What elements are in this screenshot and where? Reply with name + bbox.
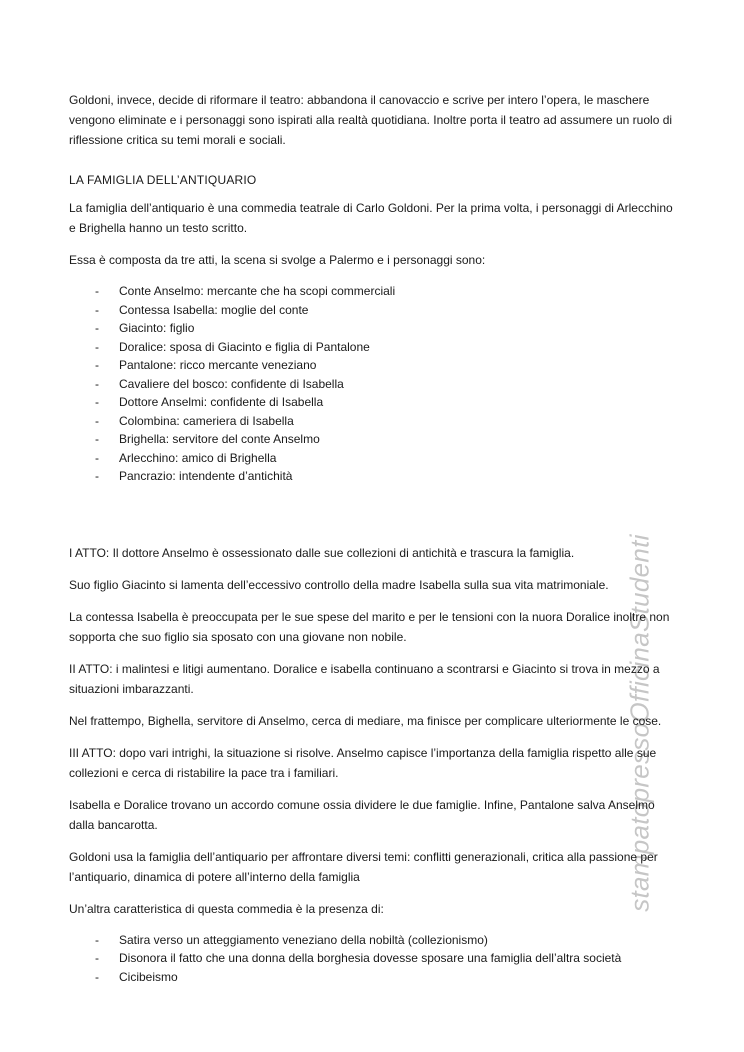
character-list bbox=[69, 282, 677, 486]
character-list-item-text: Pantalone: ricco mercante veneziano bbox=[119, 358, 317, 372]
character-list-item-text: Giacinto: figlio bbox=[119, 321, 195, 335]
character-list-item-text: Doralice: sposa di Giacinto e figlia di Pantalone bbox=[119, 339, 370, 354]
character-list-item-text: Conte Anselmo: mercante che ha scopi commerciali bbox=[119, 284, 396, 298]
overview-paragraph: La famiglia dell’antiquario è una commedia teatrale di Carlo Goldoni. Per la prima volta, i personaggi di Arlecchino e Brighella hanno un testo scritto. bbox=[69, 201, 673, 235]
character-list-item bbox=[95, 282, 677, 301]
intro-paragraph: Goldoni, invece, decide di riformare il teatro: abbandona il canovaccio e scrive per intero l’opera, le maschere vengono eliminate e i personaggi sono ispirati alla realtà quotidiana. Inoltre porta il teatro ad assumere un ruolo di riflessione critica su temi morali e sociali. bbox=[69, 93, 673, 147]
themes-list-item bbox=[95, 949, 677, 968]
character-list-item bbox=[95, 430, 677, 449]
themes-lead-in-paragraph: Un’altra caratteristica di questa commedia è la presenza di: bbox=[69, 901, 384, 916]
plot-paragraph-act1: I ATTO: Il dottore Anselmo è ossessionato dalle sue collezioni di antichità e trascura la famiglia. bbox=[69, 545, 575, 560]
themes-list-item bbox=[95, 968, 677, 987]
document-content bbox=[69, 90, 677, 986]
character-list-item bbox=[95, 356, 677, 375]
section-title: LA FAMIGLIA DELL’ANTIQUARIO bbox=[69, 173, 257, 187]
watermark-text: stampatopressoOfficinaStudenti bbox=[624, 534, 655, 912]
character-list-item bbox=[95, 412, 677, 431]
character-list-item bbox=[95, 375, 677, 394]
character-list-item bbox=[95, 301, 677, 320]
plot-paragraph: La contessa Isabella è preoccupata per le sue spese del marito e per le tensioni con la nuora Doralice inoltre non sopporta che suo figlio sia sposato con una giovane non nobile. bbox=[69, 609, 670, 644]
plot-paragraph: Goldoni usa la famiglia dell’antiquario per affrontare diversi temi: conflitti generazionali, critica alla passione per l’antiquario, dinamica di potere all’interno della famiglia bbox=[69, 849, 658, 884]
character-list-item-text: Brighella: servitore del conte Anselmo bbox=[119, 432, 320, 446]
character-list-item bbox=[95, 338, 677, 357]
character-list-item bbox=[95, 393, 677, 412]
character-list-item bbox=[95, 319, 677, 338]
character-list-item bbox=[95, 467, 677, 486]
themes-list-item-text: Cicibeismo bbox=[119, 969, 178, 984]
cast-lead-in-paragraph: Essa è composta da tre atti, la scena si svolge a Palermo e i personaggi sono: bbox=[69, 253, 486, 267]
character-list-item-text: Cavaliere del bosco: confidente di Isabella bbox=[119, 376, 344, 391]
character-list-item-text: Colombina: cameriera di Isabella bbox=[119, 413, 294, 428]
plot-paragraph: Suo figlio Giacinto si lamenta dell’eccessivo controllo della madre Isabella sulla sua vita matrimoniale. bbox=[69, 577, 609, 592]
character-list-item-text: Contessa Isabella: moglie del conte bbox=[119, 302, 309, 317]
themes-list-item-text: Satira verso un atteggiamento veneziano della nobiltà (collezionismo) bbox=[119, 932, 488, 947]
character-list-item-text: Pancrazio: intendente d’antichità bbox=[119, 469, 293, 483]
blank-gap bbox=[69, 486, 677, 543]
plot-paragraph-act3: III ATTO: dopo vari intrighi, la situazione si risolve. Anselmo capisce l’importanza della famiglia rispetto alle sue collezioni e cerca di ristabilire la pace tra i familiari. bbox=[69, 745, 657, 780]
themes-list bbox=[69, 931, 677, 987]
character-list-item bbox=[95, 449, 677, 468]
plot-paragraph: Isabella e Doralice trovano un accordo comune ossia dividere le due famiglie. Infine, Pantalone salva Anselmo dalla bancarotta. bbox=[69, 797, 655, 832]
character-list-item-text: Arlecchino: amico di Brighella bbox=[119, 450, 277, 465]
plot-paragraph: Nel frattempo, Bighella, servitore di Anselmo, cerca di mediare, ma finisce per complicare ulteriormente le cose. bbox=[69, 713, 662, 728]
plot-paragraph-act2: II ATTO: i malintesi e litigi aumentano. Doralice e isabella continuano a scontrarsi e Giacinto si trova in mezzo a situazioni imbarazzanti. bbox=[69, 661, 660, 696]
themes-list-item-text: Disonora il fatto che una donna della borghesia dovesse sposare una famiglia dell’altra società bbox=[119, 951, 622, 965]
themes-list-item bbox=[95, 931, 677, 950]
character-list-item-text: Dottore Anselmi: confidente di Isabella bbox=[119, 395, 324, 409]
